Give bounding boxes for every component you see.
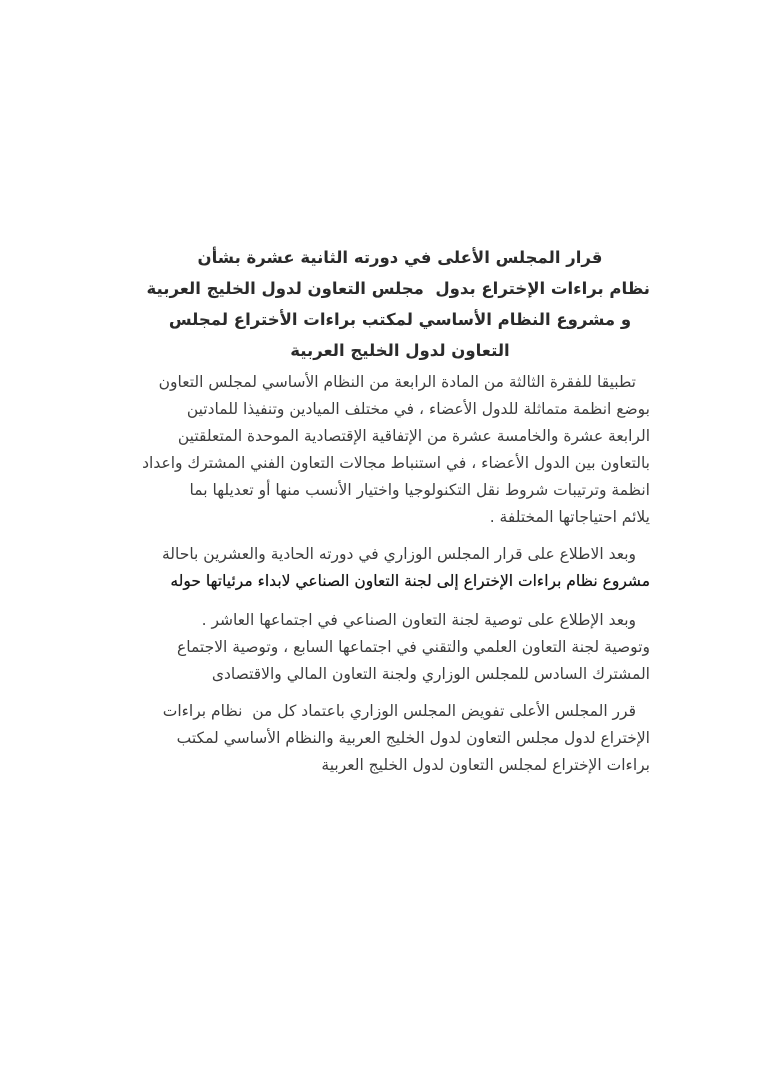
paragraph-preamble <box>142 369 650 531</box>
para-1-line-1: تطبيقا للفقرة الثالثة من المادة الرابعة من النظام الأساسي لمجلس التعاون <box>158 373 636 391</box>
para-3-line-2: وتوصية لجنة التعاون العلمي والتقني في اجتماعها السابع ، وتوصية الاجتماع <box>177 638 650 656</box>
title-line-3: و مشروع النظام الأساسي لمكتب براءات الأختراع لمجلس <box>168 310 632 329</box>
title-line-4: التعاون لدول الخليج العربية <box>290 341 510 360</box>
para-4-line-1: قرر المجلس الأعلى تفويض المجلس الوزاري باعتماد كل من نظام براءات <box>162 702 636 720</box>
para-1-line-5: انظمة وترتيبات شروط نقل التكنولوجيا واختيار الأنسب منها أو تعديلها بما <box>189 481 650 499</box>
document-content <box>142 242 650 779</box>
title-line-2: نظام براءات الإختراع بدول مجلس التعاون لدول الخليج العربية <box>146 279 650 298</box>
para-2-line-1: وبعد الاطلاع على قرار المجلس الوزاري في دورته الحادية والعشرين باحالة <box>161 545 636 563</box>
para-1-line-4: بالتعاون بين الدول الأعضاء ، في استنباط مجالات التعاون الفني المشترك واعداد <box>142 454 650 472</box>
title-line-1: قرار المجلس الأعلى في دورته الثانية عشرة بشأن <box>197 248 603 267</box>
para-4-line-3: براءات الإختراع لمجلس التعاون لدول الخليج العربية <box>321 756 650 774</box>
para-3-line-3: المشترك السادس للمجلس الوزاري ولجنة التعاون المالي والاقتصادى <box>211 665 650 683</box>
paragraph-ministerial-referral <box>150 541 650 595</box>
para-1-line-3: الرابعة عشرة والخامسة عشرة من الإتفاقية الإقتصادية الموحدة المتعلقتين <box>177 427 650 445</box>
para-3-line-1: وبعد الإطلاع على توصية لجنة التعاون الصناعي في اجتماعها العاشر . <box>201 611 636 629</box>
decree-title <box>146 242 650 366</box>
paragraph-committee-recommendations <box>150 607 650 688</box>
para-1-line-2: بوضع انظمة متماثلة للدول الأعضاء ، في مختلف الميادين وتنفيذا للمادتين <box>186 400 650 418</box>
para-2-line-2: مشروع نظام براءات الإختراع إلى لجنة التعاون الصناعي لابداء مرئياتها حوله <box>170 572 650 590</box>
para-1-line-6: يلائم احتياجاتها المختلفة . <box>489 508 650 526</box>
para-4-line-2: الإختراع لدول مجلس التعاون لدول الخليج العربية والنظام الأساسي لمكتب <box>176 729 650 747</box>
paragraph-resolution <box>150 698 650 779</box>
